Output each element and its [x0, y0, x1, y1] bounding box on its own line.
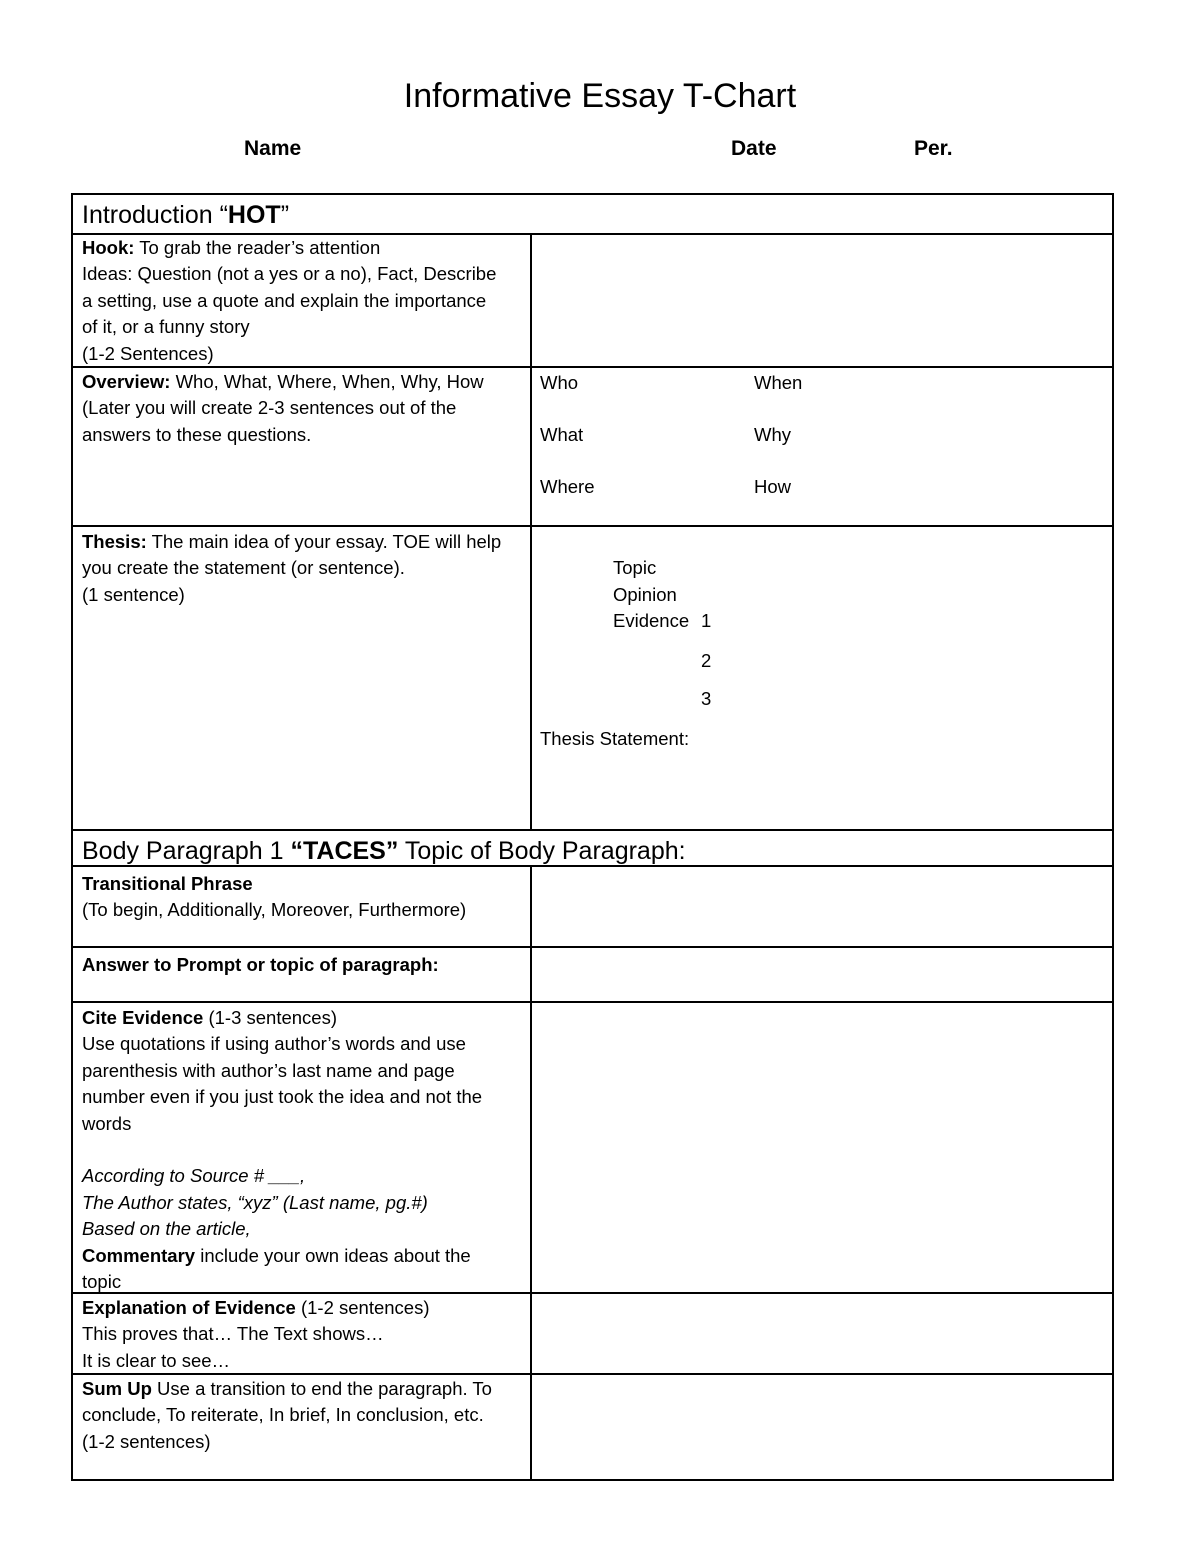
row-divider	[73, 1001, 1112, 1003]
page-title: Informative Essay T-Chart	[403, 77, 797, 115]
overview-description: Overview: Who, What, Where, When, Why, How (Later you will create 2-3 sentences out of the answers to these questions.	[82, 371, 484, 445]
transitional-phrase-answer-field[interactable]	[533, 868, 1103, 944]
date-label: Date	[731, 137, 777, 160]
sum-up-description: Sum Up Use a transition to end the paragraph. To conclude, To reiterate, In brief, In conclusion, etc. (1-2 sentences)	[82, 1378, 492, 1452]
overview-why-label: Why	[754, 424, 791, 445]
thesis-evidence-1: 1	[701, 610, 712, 631]
row-divider	[73, 946, 1112, 948]
period-label: Per.	[914, 137, 953, 160]
overview-who-label: Who	[540, 372, 579, 393]
overview-what-label: What	[540, 424, 584, 445]
hook-answer-field[interactable]	[533, 235, 1103, 363]
introduction-heading: Introduction “HOT”	[82, 201, 290, 229]
explanation-answer-field[interactable]	[533, 1295, 1103, 1371]
cite-evidence-answer-field[interactable]	[533, 1004, 1103, 1290]
thesis-evidence-3: 3	[701, 688, 712, 709]
body-paragraph-heading: Body Paragraph 1 “TACES” Topic of Body Paragraph:	[82, 837, 686, 865]
thesis-statement-label: Thesis Statement:	[540, 728, 690, 749]
thesis-topic-label: Topic	[613, 557, 657, 578]
answer-prompt-description: Answer to Prompt or topic of paragraph:	[82, 954, 439, 975]
sum-up-answer-field[interactable]	[533, 1376, 1103, 1478]
name-label: Name	[244, 137, 302, 160]
column-divider	[530, 233, 532, 831]
column-divider	[530, 865, 532, 1481]
thesis-description: Thesis: The main idea of your essay. TOE will help you create the statement (or sentence). (1 sentence)	[82, 531, 502, 605]
explanation-description: Explanation of Evidence (1-2 sentences) This proves that… The Text shows… It is clear to see…	[82, 1297, 430, 1371]
thesis-evidence-label: Evidence	[613, 610, 690, 631]
row-divider	[73, 829, 1112, 831]
hook-description: Hook: To grab the reader’s attention Ideas: Question (not a yes or a no), Fact, Describe a setting, use a quote and explain the importance of it, or a funny story (1-2 Sentences)	[82, 237, 497, 364]
thesis-opinion-label: Opinion	[613, 584, 677, 605]
overview-how-label: How	[754, 476, 792, 497]
overview-where-label: Where	[540, 476, 595, 497]
t-chart-table	[71, 193, 1114, 1481]
transitional-phrase-description: Transitional Phrase (To begin, Additionally, Moreover, Furthermore)	[82, 873, 467, 921]
overview-when-label: When	[754, 372, 803, 393]
cite-evidence-description: Cite Evidence (1-3 sentences) Use quotations if using author’s words and use parenthesis with author’s last name and page number even if you just took the idea and not the words According to Source # ___, The Author states, “xyz” (Last name, pg.#) Based on the article, Commentary include your own ideas about the topic	[82, 1007, 483, 1293]
row-divider	[73, 525, 1112, 527]
thesis-evidence-2: 2	[701, 650, 712, 671]
answer-prompt-field[interactable]	[533, 949, 1103, 999]
